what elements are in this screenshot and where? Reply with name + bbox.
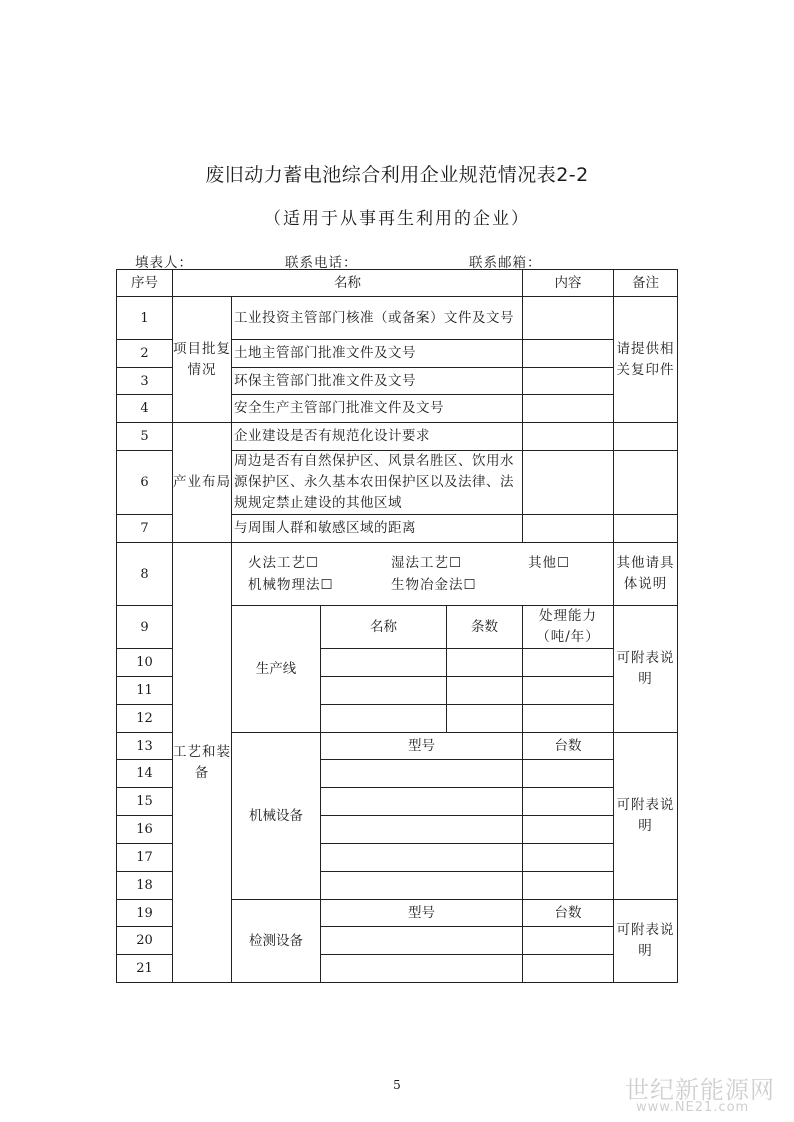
line-name-cell[interactable]: [321, 705, 447, 733]
sub-production-line: 生产线: [232, 606, 321, 733]
line-count-header: 条数: [447, 606, 523, 649]
machinery-units-cell[interactable]: [523, 844, 614, 872]
machinery-units-cell[interactable]: [523, 872, 614, 900]
row-name: 周边是否有自然保护区、风景名胜区、饮用水源保护区、永久基本农田保护区以及法律、法规规定禁止建设的其他区域: [232, 451, 523, 515]
row-number: 4: [117, 395, 173, 423]
row-name: 安全生产主管部门批准文件及文号: [232, 395, 523, 423]
row-name: 环保主管部门批准文件及文号: [232, 368, 523, 395]
machinery-units-cell[interactable]: [523, 816, 614, 844]
option-mechanical[interactable]: 机械物理法☐: [248, 577, 334, 593]
table-header-row: [117, 270, 678, 297]
machinery-units-cell[interactable]: [523, 788, 614, 816]
row-number: 5: [117, 423, 173, 451]
option-other[interactable]: 其他☐: [528, 555, 571, 571]
machinery-units-header: 台数: [523, 733, 614, 760]
line-count-cell[interactable]: [447, 677, 523, 705]
testing-model-cell[interactable]: [321, 955, 523, 983]
content-cell[interactable]: [523, 395, 614, 423]
table-row: [117, 297, 678, 340]
row-number: 14: [117, 760, 173, 788]
note-attach-machinery: 可附表说明: [614, 733, 678, 900]
line-count-cell[interactable]: [447, 649, 523, 677]
row-number: 20: [117, 927, 173, 955]
row-number: 3: [117, 368, 173, 395]
page-title: 废旧动力蓄电池综合利用企业规范情况表2-2: [205, 164, 589, 186]
specification-table: [116, 269, 678, 983]
option-fire[interactable]: 火法工艺☐: [248, 555, 320, 571]
machinery-model-header: 型号: [321, 733, 523, 760]
testing-units-cell[interactable]: [523, 927, 614, 955]
row-number: 10: [117, 649, 173, 677]
group-process: 工艺和装备: [173, 543, 232, 983]
row-number: 12: [117, 705, 173, 733]
line-name-cell[interactable]: [321, 677, 447, 705]
row-number: 8: [117, 543, 173, 606]
content-cell[interactable]: [523, 368, 614, 395]
page-subtitle: （适用于从事再生利用的企业）: [264, 209, 530, 229]
row-number: 13: [117, 733, 173, 760]
option-wet[interactable]: 湿法工艺☐: [391, 555, 463, 571]
row-number: 17: [117, 844, 173, 872]
machinery-model-cell[interactable]: [321, 788, 523, 816]
sub-testing: 检测设备: [232, 900, 321, 983]
row-name: 企业建设是否有规范化设计要求: [232, 423, 523, 451]
row-number: 11: [117, 677, 173, 705]
content-cell[interactable]: [523, 451, 614, 515]
email-label: 联系邮箱：: [469, 255, 542, 271]
filler-label: 填表人：: [135, 255, 193, 271]
line-capacity-header: 处理能力（吨/年）: [523, 606, 614, 649]
content-cell[interactable]: [523, 423, 614, 451]
row-number: 21: [117, 955, 173, 983]
row-number: 19: [117, 900, 173, 927]
sub-machinery: 机械设备: [232, 733, 321, 900]
phone-label: 联系电话：: [285, 255, 358, 271]
machinery-units-cell[interactable]: [523, 760, 614, 788]
table-row: [117, 423, 678, 451]
machinery-model-cell[interactable]: [321, 844, 523, 872]
row-name: 工业投资主管部门核准（或备案）文件及文号: [232, 297, 523, 340]
row-name: 与周围人群和敏感区域的距离: [232, 515, 523, 543]
group-approval: 项目批复情况: [173, 297, 232, 423]
page-number: 5: [393, 1078, 401, 1092]
machinery-model-cell[interactable]: [321, 760, 523, 788]
header-content: 内容: [523, 270, 614, 297]
line-count-cell[interactable]: [447, 705, 523, 733]
watermark-url: www.NE21.com: [636, 1100, 750, 1115]
row-number: 1: [117, 297, 173, 340]
row-number: 16: [117, 816, 173, 844]
note-cell: [614, 451, 678, 515]
row-number: 15: [117, 788, 173, 816]
note-attach-testing: 可附表说明: [614, 900, 678, 983]
note-attach-line: 可附表说明: [614, 606, 678, 733]
header-seq: 序号: [117, 270, 173, 297]
machinery-model-cell[interactable]: [321, 872, 523, 900]
testing-units-cell[interactable]: [523, 955, 614, 983]
header-note: 备注: [614, 270, 678, 297]
row-number: 9: [117, 606, 173, 649]
line-capacity-cell[interactable]: [523, 649, 614, 677]
note-cell: [614, 515, 678, 543]
option-bio[interactable]: 生物冶金法☐: [391, 577, 477, 593]
line-capacity-cell[interactable]: [523, 677, 614, 705]
content-cell[interactable]: [523, 515, 614, 543]
note-cell: [614, 423, 678, 451]
machinery-model-cell[interactable]: [321, 816, 523, 844]
note-approval: 请提供相关复印件: [614, 297, 678, 423]
line-name-header: 名称: [321, 606, 447, 649]
table-row: [117, 543, 678, 606]
process-options: [232, 543, 614, 606]
header-name: 名称: [173, 270, 523, 297]
watermark-name: 世纪新能源网: [625, 1076, 775, 1104]
content-cell[interactable]: [523, 340, 614, 368]
row-number: 2: [117, 340, 173, 368]
group-layout: 产业布局: [173, 423, 232, 543]
content-cell[interactable]: [523, 297, 614, 340]
row-number: 6: [117, 451, 173, 515]
row-number: 18: [117, 872, 173, 900]
row-name: 土地主管部门批准文件及文号: [232, 340, 523, 368]
note-process: 其他请具体说明: [614, 543, 678, 606]
line-capacity-cell[interactable]: [523, 705, 614, 733]
testing-units-header: 台数: [523, 900, 614, 927]
testing-model-cell[interactable]: [321, 927, 523, 955]
row-number: 7: [117, 515, 173, 543]
line-name-cell[interactable]: [321, 649, 447, 677]
testing-model-header: 型号: [321, 900, 523, 927]
